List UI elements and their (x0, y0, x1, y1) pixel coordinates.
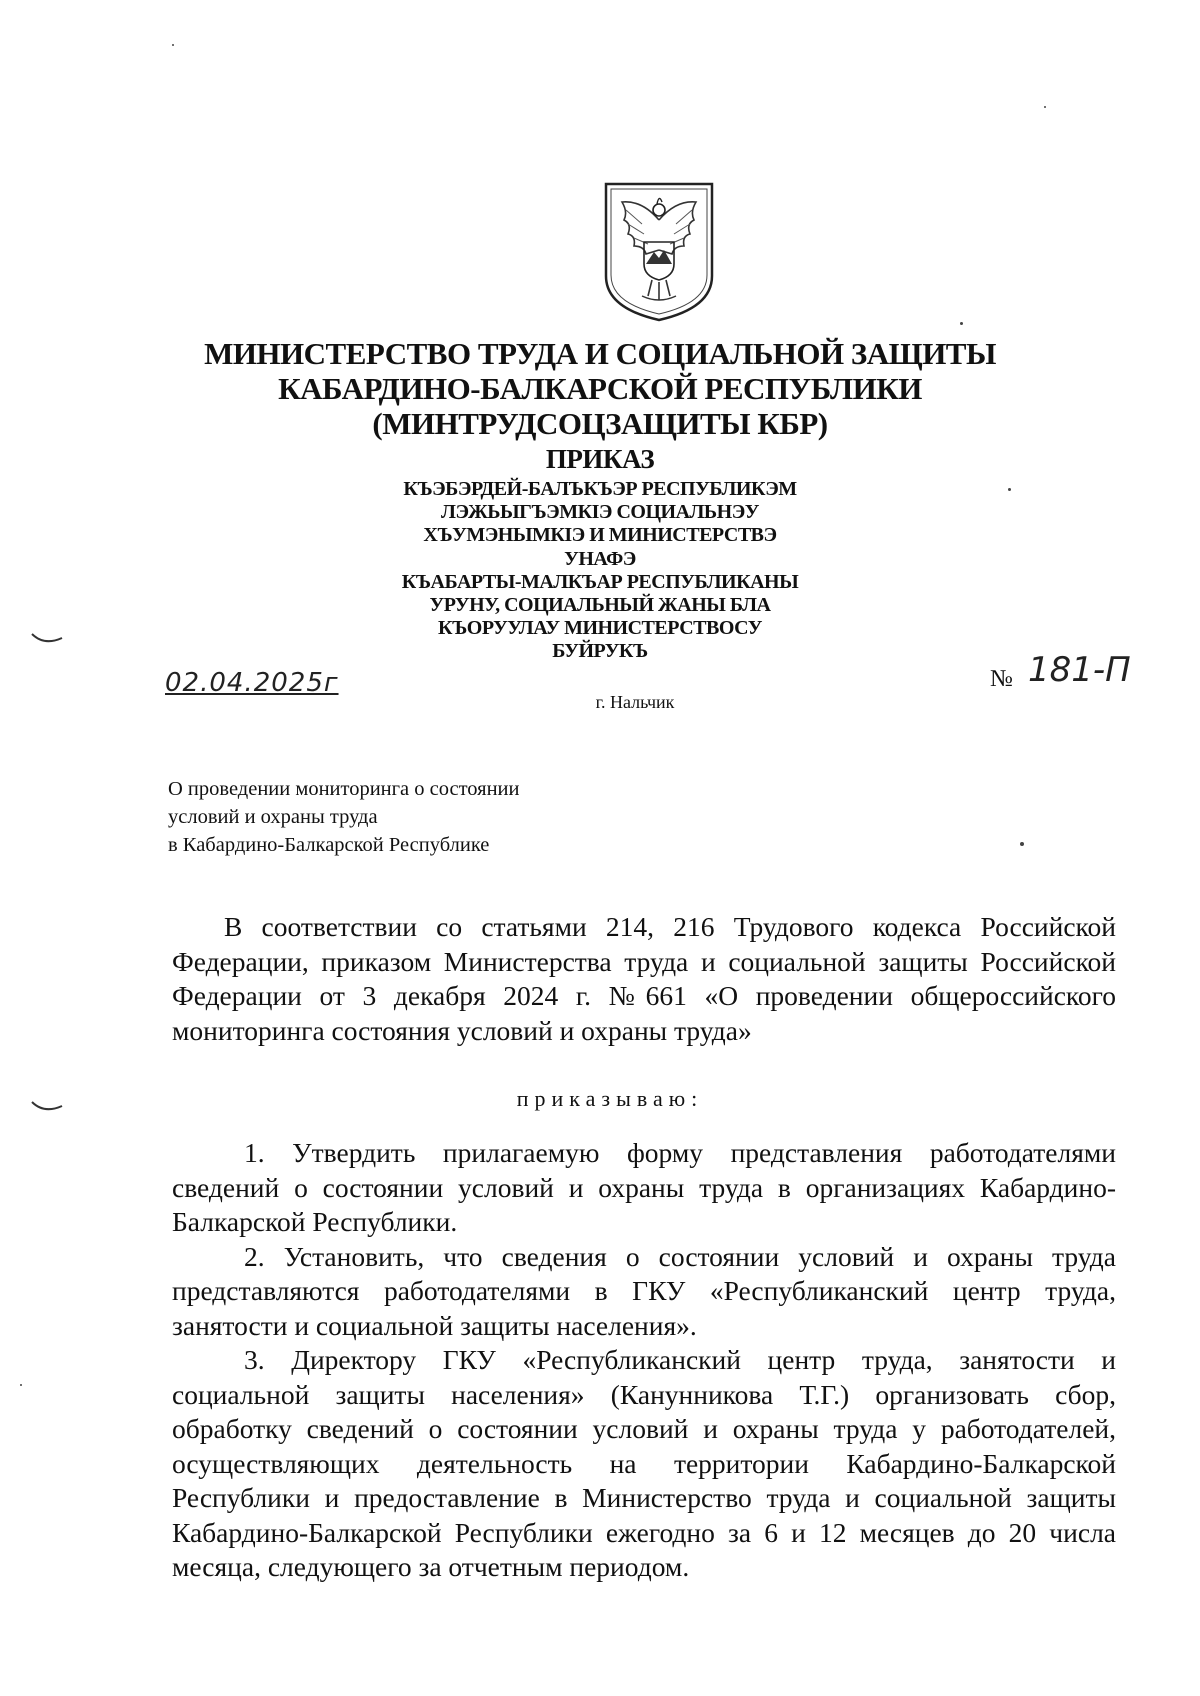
order-item: 1. Утвердить прилагаемую форму представления работодателями сведений о состоянии условий и охраны труда в организациях Кабардино-Балкарской Республики. (172, 1137, 1116, 1237)
hole-punch-mark (30, 632, 64, 646)
ministry-line: КАБАРДИНО-БАЛКАРСКОЙ РЕСПУБЛИКИ (278, 371, 922, 406)
city: г. Нальчик (595, 692, 675, 712)
order-item: 2. Установить, что сведения о состоянии условий и охраны труда представляются работодателями в ГКУ «Республиканский центр труда, занятости и социальной защиты населения». (172, 1240, 1116, 1341)
order-title: ПРИКАЗ (545, 444, 655, 474)
native-line: КЪАБАРТЫ-МАЛКЪАР РЕСПУБЛИКАНЫ (401, 570, 799, 593)
scan-speck (20, 1384, 22, 1386)
decree-word: приказываю: (516, 1086, 704, 1111)
scan-speck (1008, 488, 1011, 491)
native-line: КЪОРУУЛАУ МИНИСТЕРСТВОСУ (438, 617, 762, 640)
order-number-label: № (990, 666, 1013, 692)
native-line: УРУНУ, СОЦИАЛЬНЫЙ ЖАНЫ БЛА (429, 594, 771, 617)
order-subject (168, 775, 520, 859)
scan-speck (1044, 106, 1046, 108)
order-items (172, 1136, 1116, 1585)
hole-punch-mark (30, 1100, 64, 1114)
native-line: БУЙРУКЪ (552, 640, 648, 663)
native-language-heading (0, 478, 1200, 664)
subject-line: в Кабардино-Балкарской Республике (168, 834, 490, 856)
native-line: КЪЭБЭРДЕЙ-БАЛЪКЪЭР РЕСПУБЛИКЭМ (403, 478, 797, 500)
scan-speck (172, 44, 174, 46)
ministry-line: (МИНТРУДСОЦЗАЩИТЫ КБР) (372, 406, 828, 441)
native-line: УНАФЭ (564, 547, 636, 570)
order-date: 02.04.2025г (165, 668, 339, 698)
scan-speck (960, 322, 963, 325)
ministry-heading (0, 336, 1200, 441)
order-number: 181-П (1028, 650, 1131, 690)
scan-speck (1020, 842, 1024, 846)
preamble-paragraph: В соответствии со статьями 214, 216 Трудового кодекса Российской Федерации, приказом Министерства труда и социальной защиты Российской Федерации от 3 декабря 2024 г. №661 «О проведении общероссийского мониторинга состояния условий и охраны труда» (172, 911, 1116, 1046)
ministry-line: МИНИСТЕРСТВО ТРУДА И СОЦИАЛЬНОЙ ЗАЩИТЫ (204, 336, 996, 371)
coat-of-arms-icon (602, 180, 716, 324)
subject-line: условий и охраны труда (168, 806, 378, 828)
subject-line: О проведении мониторинга о состоянии (168, 778, 520, 800)
order-item: 3. Директору ГКУ «Республиканский центр труда, занятости и социальной защиты населения» (Канунникова Т.Г.) организовать сбор, обработку сведений о состоянии условий и охраны труда у работодателей, осуществляющих деятельность на территории Кабардино-Балкарской Республики и предоставление в Министерство труда и социальной защиты Кабардино-Балкарской Республики ежегодно за 6 и 12 месяцев до 20 числа месяца, следующего за отчетным периодом. (172, 1344, 1116, 1582)
native-line: ХЪУМЭНЫМКIЭ И МИНИСТЕРСТВЭ (423, 524, 777, 547)
native-line: ЛЭЖЬЫГЪЭМКIЭ СОЦИАЛЬНЭУ (441, 501, 759, 524)
